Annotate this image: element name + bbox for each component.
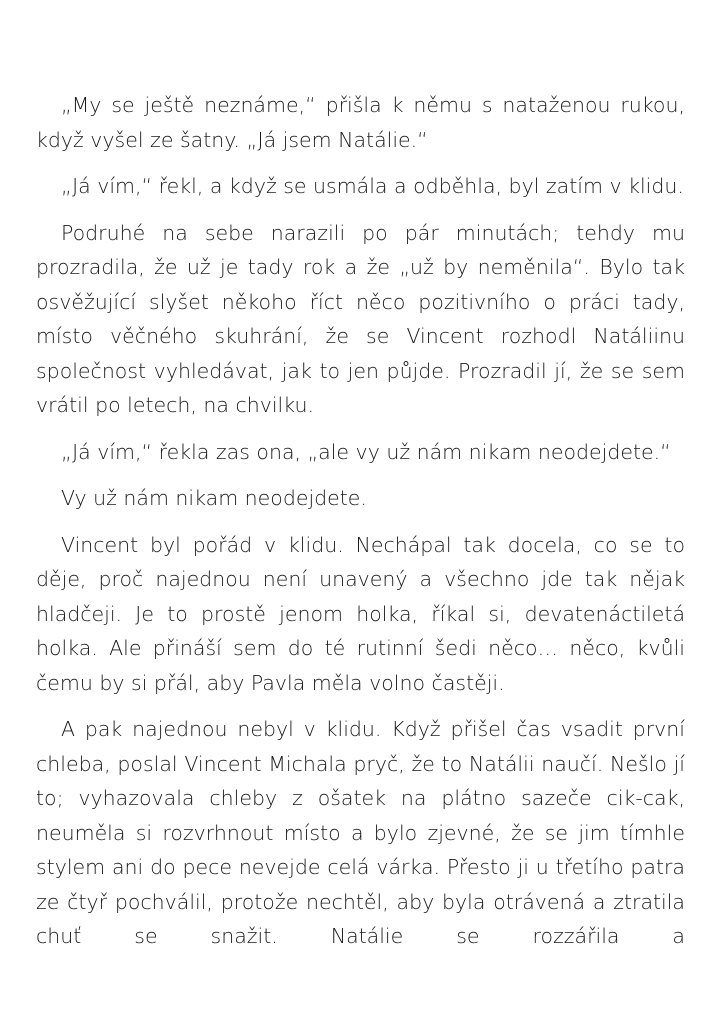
paragraph-7: A pak najednou nebyl v klidu. Když přišel čas vsadit první chleba, poslal Vincent Michala pryč, že to Natálii naučí. Nešlo jí to; vyhazovala chleby z ošatek na plátno sazeče cik-cak, neuměla si rozvrhnout místo a bylo zjevné, že se jim tímhle stylem ani do pece nevejde celá várka. Přesto ji u třetího patra ze čtyř pochválil, protože nechtěl, aby byla otrávená a ztratila chuť se snažit. Natálie se rozzářila a [36, 717, 685, 948]
paragraph-2: „Já vím,“ řekl, a když se usmála a odběhla, byl zatím v klidu. [61, 174, 684, 198]
paragraph-1: „My se ještě neznáme,“ přišla k němu s nataženou rukou, když vyšel ze šatny. „Já jsem Natálie.“ [36, 93, 685, 152]
paragraph-4: „Já vím,“ řekla zas ona, „ale vy už nám nikam neodejdete.“ [61, 439, 671, 464]
paragraph-6: Vincent byl pořád v klidu. Nechápal tak docela, co se to děje, proč najednou není unavený a všechno jde tak nějak hladčeji. Je to prostě jenom holka, říkal si, devatenáctiletá holka. Ale přináší sem do té rutinní šedi něco… něco, kvůli čemu by si přál, aby Pavla měla volno častěji. [36, 532, 685, 695]
paragraph-5: Vy už nám nikam neodejdete. [61, 486, 367, 510]
book-page [36, 88, 685, 966]
paragraph-3: Podruhé na sebe narazili po pár minutách; tehdy mu prozradila, že už je tady rok a že „už by neměnila“. Bylo tak osvěžující slyšet někoho říct něco pozitivního o práci tady, místo věčného skuhrání, že se Vincent rozhodl Natáliinu společnost vyhledávat, jak to jen půjde. Prozradil jí, že se sem vrátil po letech, na chvilku. [36, 220, 685, 417]
